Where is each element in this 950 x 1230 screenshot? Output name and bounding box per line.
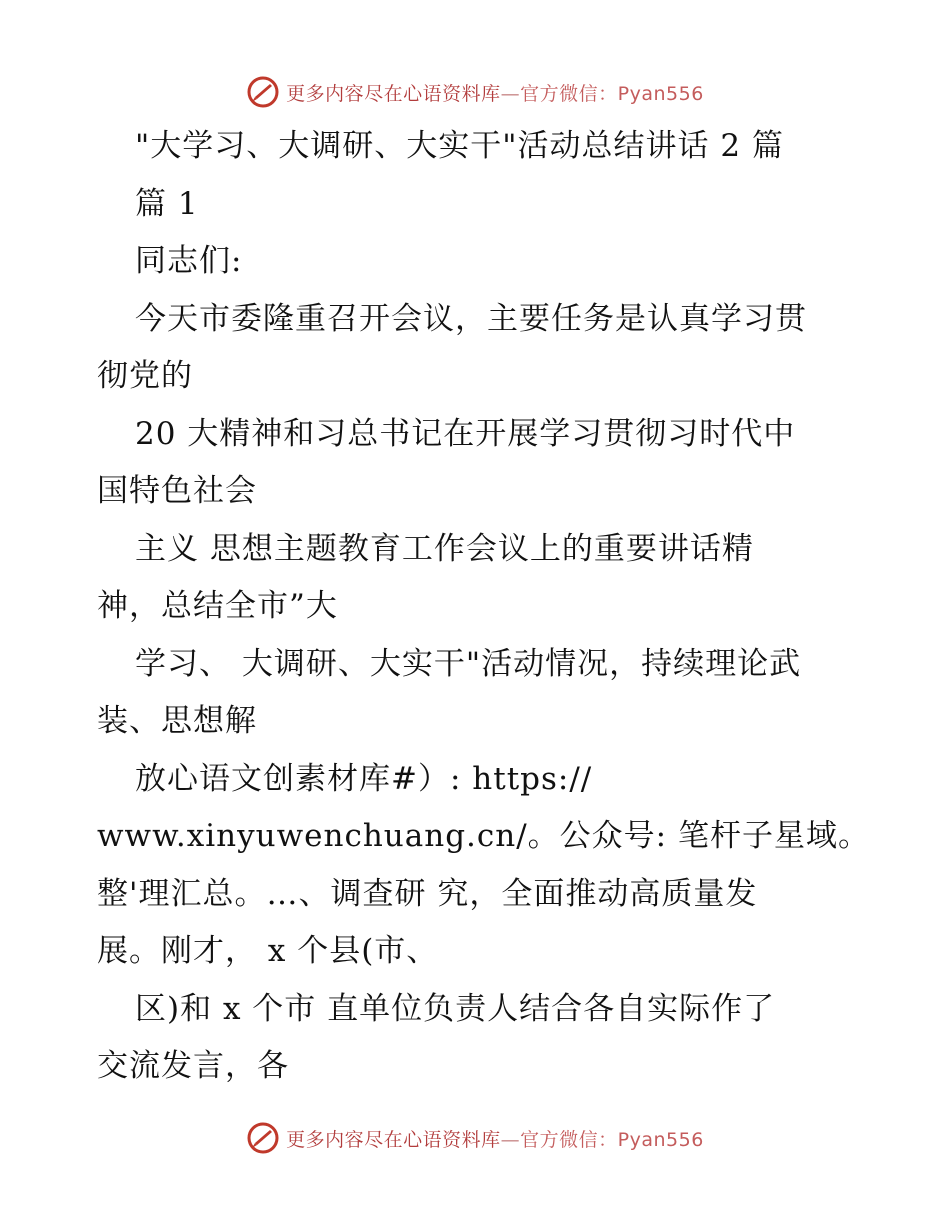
- text-line: 20 大精神和习总书记在开展学习贯彻习时代中: [135, 415, 796, 452]
- text-line: 装、思想解: [97, 703, 257, 739]
- text-line: 区)和 x 个市 直单位负责人结合各自实际作了: [135, 990, 776, 1027]
- banner-wechat-text: 官方微信：Pyan556: [520, 1128, 704, 1151]
- text-line: 整'理汇总。…、调查研 究，全面推动高质量发: [97, 875, 758, 912]
- banner-main-text: 更多内容尽在心语资料库: [286, 82, 501, 105]
- text-line: 今天市委隆重召开会议，主要任务是认真学习贯: [135, 300, 807, 337]
- text-line: 篇 1: [135, 185, 199, 222]
- text-line: 展。刚才， x 个县(市、: [97, 933, 439, 969]
- document-body: [97, 118, 870, 1096]
- header-banner: [0, 72, 950, 112]
- text-line: 神，总结全市”大: [97, 588, 338, 624]
- text-line: 交流发言，各: [97, 1048, 289, 1084]
- text-line: 彻党的: [97, 358, 193, 394]
- banner-main-text: 更多内容尽在心语资料库: [286, 1128, 501, 1151]
- text-line: 主义 思想主题教育工作会议上的重要讲话精: [135, 530, 754, 567]
- text-line: 同志们:: [135, 243, 243, 279]
- logo-icon: [246, 75, 280, 109]
- text-line: 国特色社会: [97, 473, 257, 509]
- banner-text: [286, 1125, 704, 1152]
- text-line: 放心语文创素材库#）: https://: [135, 760, 593, 797]
- text-line: "大学习、大调研、大实干"活动总结讲话 2 篇: [135, 128, 784, 164]
- banner-dash: —: [500, 82, 521, 105]
- text-line: 学习、 大调研、大实干"活动情况，持续理论武: [135, 645, 802, 682]
- logo-icon: [246, 1121, 280, 1155]
- banner-text: [286, 79, 704, 106]
- text-line: www.xinyuwenchuang.cn/。公众号: 笔杆子星域。: [97, 818, 870, 854]
- banner-dash: —: [500, 1128, 521, 1151]
- footer-banner: [0, 1118, 950, 1158]
- banner-wechat-text: 官方微信：Pyan556: [520, 82, 704, 105]
